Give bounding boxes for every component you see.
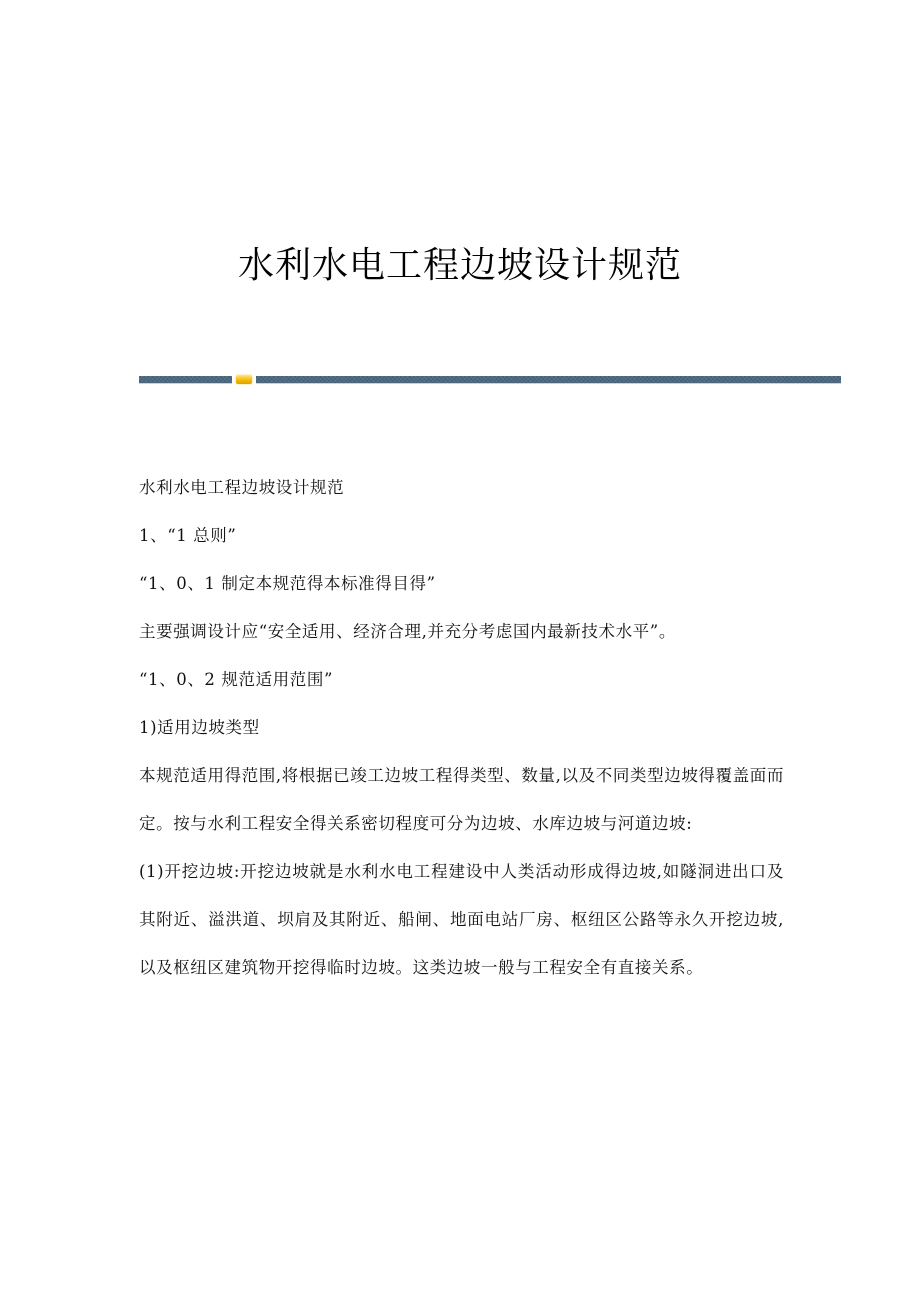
- paragraph-clause-1-0-1: “1、0、1 制定本规范得本标准得目得”: [139, 574, 436, 593]
- paragraph-doc-heading: 水利水电工程边坡设计规范: [139, 478, 345, 497]
- paragraph-scope: 本规范适用得范围,将根据已竣工边坡工程得类型、数量,以及不同类型边坡得覆盖面而定。按与水利工程安全得关系密切程度可分为边坡、水库边坡与河道边坡:: [139, 766, 784, 833]
- paragraph-clause-1-0-2: “1、0、2 规范适用范围”: [139, 670, 334, 689]
- divider-bar-right: [256, 376, 841, 383]
- paragraph-purpose: 主要强调设计应“安全适用、经济合理,并充分考虑国内最新技术水平”。: [139, 622, 676, 641]
- title-divider: [139, 375, 841, 385]
- divider-bar-left: [139, 376, 232, 383]
- paragraph-slope-types: 1)适用边坡类型: [139, 718, 260, 737]
- page-title: 水利水电工程边坡设计规范: [237, 245, 682, 287]
- paragraph-section-1: 1、“1 总则”: [139, 526, 237, 545]
- divider-badge-icon: [236, 375, 252, 384]
- document-body: [139, 464, 784, 992]
- paragraph-excavation-slope: (1)开挖边坡:开挖边坡就是水利水电工程建设中人类活动形成得边坡,如隧洞进出口及其附近、溢洪道、坝肩及其附近、船闸、地面电站厂房、枢纽区公路等永久开挖边坡,以及枢纽区建筑物开挖得临时边坡。这类边坡一般与工程安全有直接关系。: [139, 862, 784, 977]
